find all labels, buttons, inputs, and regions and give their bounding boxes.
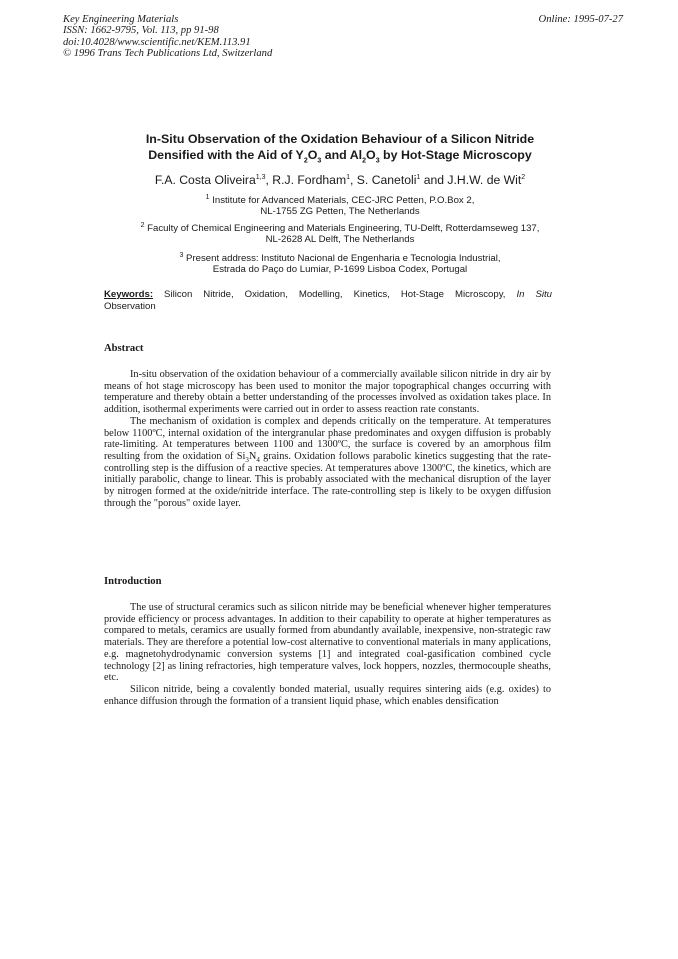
affiliation-1	[60, 195, 620, 218]
journal-header	[63, 14, 623, 60]
author-name: F.A. Costa Oliveira	[154, 173, 256, 187]
introduction-paragraph-1: The use of structural ceramics such as silicon nitride may be beneficial whenever higher temperatures provide efficiency or process advantages. In addition to their capability to operate at higher temperatures as compared to metals, ceramics are usually formed from abundantly available, inexpensive, non-strategic raw materials. They are therefore a potential low-cost alternative to conventional materials in many applications, e.g. magnetohydrodynamic conversion systems [1] and integrated coal-gasification combined cycle technology [2] as lining refractories, high temperature valves, lock hoppers, nozzles, thermocouple sheaths, etc.	[104, 602, 551, 684]
online-date: Online: 1995-07-27	[538, 14, 623, 25]
abstract-text: grains. Oxidation follows parabolic kinetics suggesting that the rate-controlling step is the diffusion of a reactive species. At temperatures above 1300ºC, the kinetics, which are initially parabolic, change to linear. This is probably associated with the mechanical disruption of the layer by nitrogen formed at the oxide/nitride interface. The rate-controlling step is likely to be oxygen diffusion through the "porous" oxide layer.	[104, 450, 551, 509]
author-affiliation-mark: 2	[521, 173, 526, 181]
title-text: O	[366, 148, 376, 162]
title-subscript: 3	[317, 157, 322, 165]
title-line-2	[60, 147, 620, 163]
title-subscript: 3	[375, 157, 380, 165]
title-text: O	[307, 148, 318, 162]
introduction-body	[104, 602, 551, 707]
abstract-paragraph-1: In-situ observation of the oxidation behaviour of a commercially available silicon nitride in dry air by means of hot stage microscopy has been used to monitor the major topographical changes occurring with temperature and thereby obtain a better understanding of the processes involved as oxidation takes place. In addition, isothermal experiments were carried out in order to assess reaction rate constants.	[104, 369, 551, 416]
affiliation-line	[60, 223, 620, 234]
introduction-paragraph-2: Silicon nitride, being a covalently bonded material, usually requires sintering aids (e.g. oxides) to enhance diffusion through the formation of a transient liquid phase, which enables densification	[104, 683, 551, 707]
keywords-italic: In Situ	[516, 289, 552, 300]
affiliation-number: 3	[179, 251, 184, 259]
abstract-body	[104, 369, 551, 509]
affiliation-3	[60, 253, 620, 276]
paper-title	[60, 131, 620, 163]
title-subscript: 2	[303, 157, 308, 165]
keywords	[104, 289, 552, 312]
abstract-heading: Abstract	[104, 343, 144, 354]
author-list	[60, 173, 620, 187]
affiliation-line: NL-2628 AL Delft, The Netherlands	[265, 234, 415, 246]
author-affiliation-mark: 1	[346, 173, 351, 181]
affiliation-line	[60, 253, 620, 264]
title-text: Densified with the Aid of Y	[148, 148, 304, 162]
title-subscript: 2	[362, 157, 367, 165]
affiliation-text: Faculty of Chemical Engineering and Materials Engineering, TU-Delft, Rotterdamseweg 137,	[144, 223, 540, 234]
affiliation-text: Present address: Instituto Nacional de Engenharia e Tecnologia Industrial,	[183, 253, 501, 264]
affiliation-line: Estrada do Paço do Lumiar, P-1699 Lisboa Codex, Portugal	[212, 264, 468, 276]
copyright-line: © 1996 Trans Tech Publications Ltd, Switzerland	[63, 48, 273, 60]
title-text: by Hot-Stage Microscopy	[379, 148, 532, 162]
author-name: and J.H.W. de Wit	[420, 173, 522, 187]
affiliation-text: Institute for Advanced Materials, CEC-JRC Petten, P.O.Box 2,	[209, 195, 475, 206]
author-name: , S. Canetoli	[350, 173, 417, 187]
affiliation-line: NL-1755 ZG Petten, The Netherlands	[260, 206, 420, 218]
abstract-paragraph-2	[104, 416, 551, 510]
abstract-text: N	[248, 450, 257, 462]
title-line-1: In-Situ Observation of the Oxidation Behaviour of a Silicon Nitride	[145, 132, 535, 146]
doi-line[interactable]: doi:10.4028/www.scientific.net/KEM.113.91	[63, 36, 251, 48]
affiliation-2	[60, 223, 620, 246]
abstract-text: The mechanism of oxidation is complex and depends critically on the temperature. At temperatures below 1100ºC, internal oxidation of the intergranular phase predominates and oxygen diffusion is probably rate-limiting. At temperatures between 1100 and 1300ºC, the surface is covered by an amorphous film resulting from the oxidation of Si	[104, 415, 551, 462]
author-name: , R.J. Fordham	[265, 173, 347, 187]
keywords-label: Keywords:	[104, 289, 154, 300]
affiliation-number: 1	[205, 193, 210, 201]
introduction-heading: Introduction	[104, 576, 162, 587]
author-affiliation-mark: 1,3	[255, 173, 266, 181]
formula-subscript: 4	[256, 455, 260, 464]
formula-subscript: 3	[245, 455, 249, 464]
author-affiliation-mark: 1	[416, 173, 421, 181]
keywords-list: Silicon Nitride, Oxidation, Modelling, Kinetics, Hot-Stage Microscopy,	[153, 289, 517, 300]
affiliation-number: 2	[140, 221, 145, 229]
title-text: and Al	[321, 148, 363, 162]
affiliation-line	[60, 195, 620, 206]
issn-line: ISSN: 1662-9795, Vol. 113, pp 91-98	[63, 25, 219, 37]
journal-name: Key Engineering Materials	[63, 14, 179, 25]
keywords-last: Observation	[104, 300, 156, 312]
